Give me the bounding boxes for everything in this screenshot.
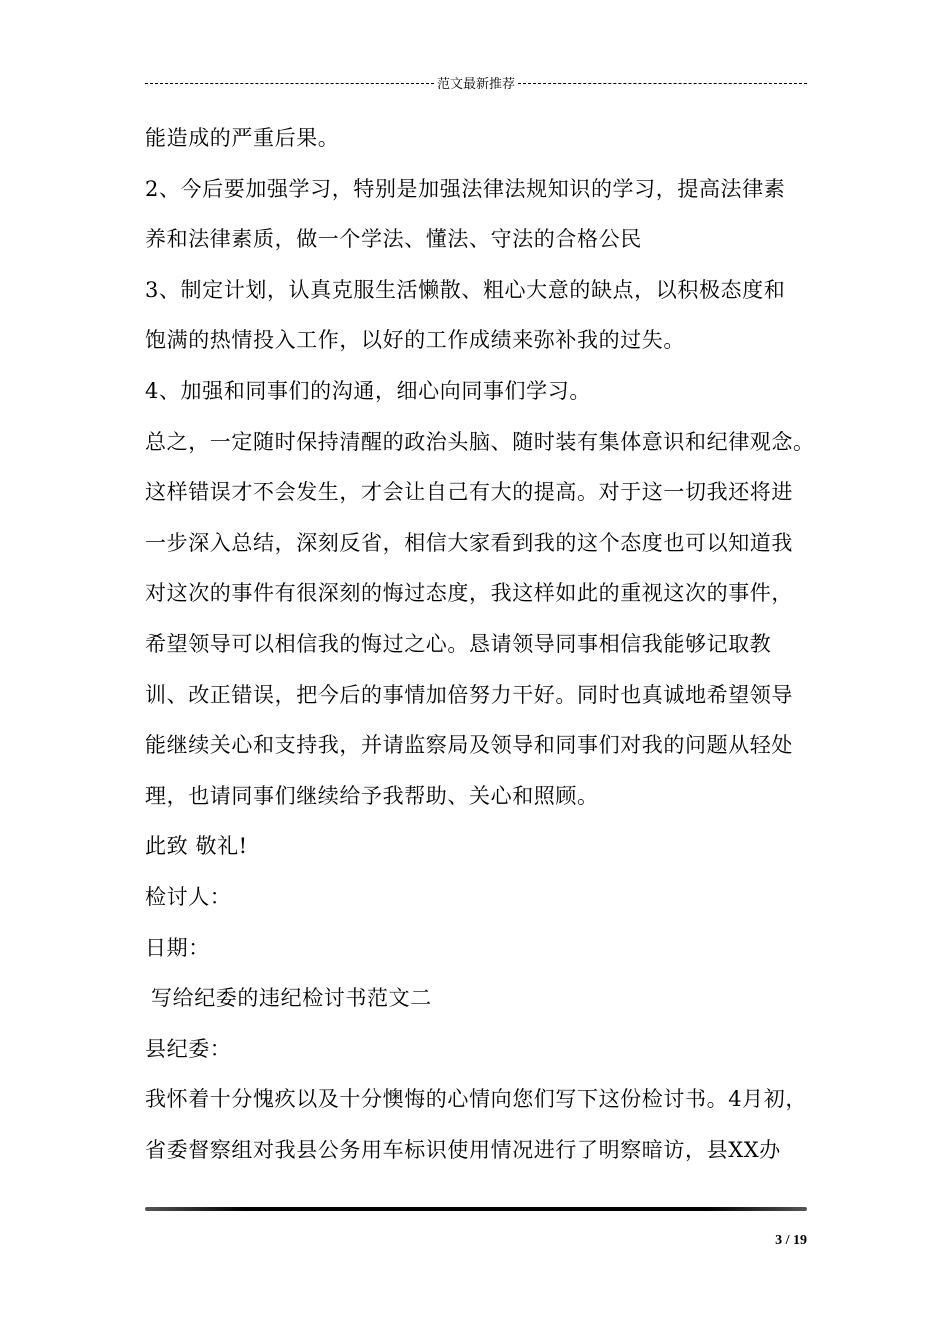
text-line: 这样错误才不会发生，才会让自己有大的提高。对于这一切我还将进 xyxy=(145,480,793,505)
header-label: 范文最新推荐 xyxy=(437,76,516,92)
text-line: 能继续关心和支持我，并请监察局及领导和同事们对我的问题从轻处 xyxy=(145,733,793,758)
text-line: 我怀着十分愧疚以及十分懊悔的心情向您们写下这份检讨书。4月初， xyxy=(145,1087,807,1112)
text-line: 3、制定计划，认真克服生活懒散、粗心大意的缺点，以积极态度和 xyxy=(145,277,786,302)
section-title: 写给纪委的违纪检讨书范文二 xyxy=(151,986,432,1011)
header-dash-right xyxy=(518,83,807,84)
text-line: 省委督察组对我县公务用车标识使用情况进行了明察暗访，县XX办 xyxy=(145,1137,781,1162)
signature-line: 检讨人： xyxy=(145,884,232,909)
text-line: 总之，一定随时保持清醒的政治头脑、随时装有集体意识和纪律观念。 xyxy=(145,429,815,454)
text-line: 理，也请同事们继续给予我帮助、关心和照顾。 xyxy=(145,783,599,808)
text-line: 能造成的严重后果。 xyxy=(145,126,340,150)
footer-rule xyxy=(145,1207,807,1211)
text-line: 4、加强和同事们的沟通，细心向同事们学习。 xyxy=(145,378,591,403)
document-body xyxy=(145,115,825,1177)
text-line: 养和法律素质，做一个学法、懂法、守法的合格公民 xyxy=(145,227,642,252)
date-line: 日期： xyxy=(145,935,210,960)
text-line: 一步深入总结，深刻反省，相信大家看到我的这个态度也可以知道我 xyxy=(145,530,793,555)
closing-salutation: 此致 敬礼! xyxy=(145,834,248,859)
text-line: 训、改正错误，把今后的事情加倍努力干好。同时也真诚地希望领导 xyxy=(145,682,793,707)
text-line: 2、今后要加强学习，特别是加强法律法规知识的学习，提高法律素 xyxy=(145,176,786,201)
page-number: 3 / 19 xyxy=(775,1233,807,1248)
text-line: 希望领导可以相信我的悔过之心。恳请领导同事相信我能够记取教 xyxy=(145,631,772,656)
page-header xyxy=(145,72,807,92)
header-dash-left xyxy=(145,83,434,84)
addressee-line: 县纪委： xyxy=(145,1036,232,1061)
text-line: 对这次的事件有很深刻的悔过态度，我这样如此的重视这次的事件， xyxy=(145,581,793,606)
text-line: 饱满的热情投入工作，以好的工作成绩来弥补我的过失。 xyxy=(145,328,685,353)
